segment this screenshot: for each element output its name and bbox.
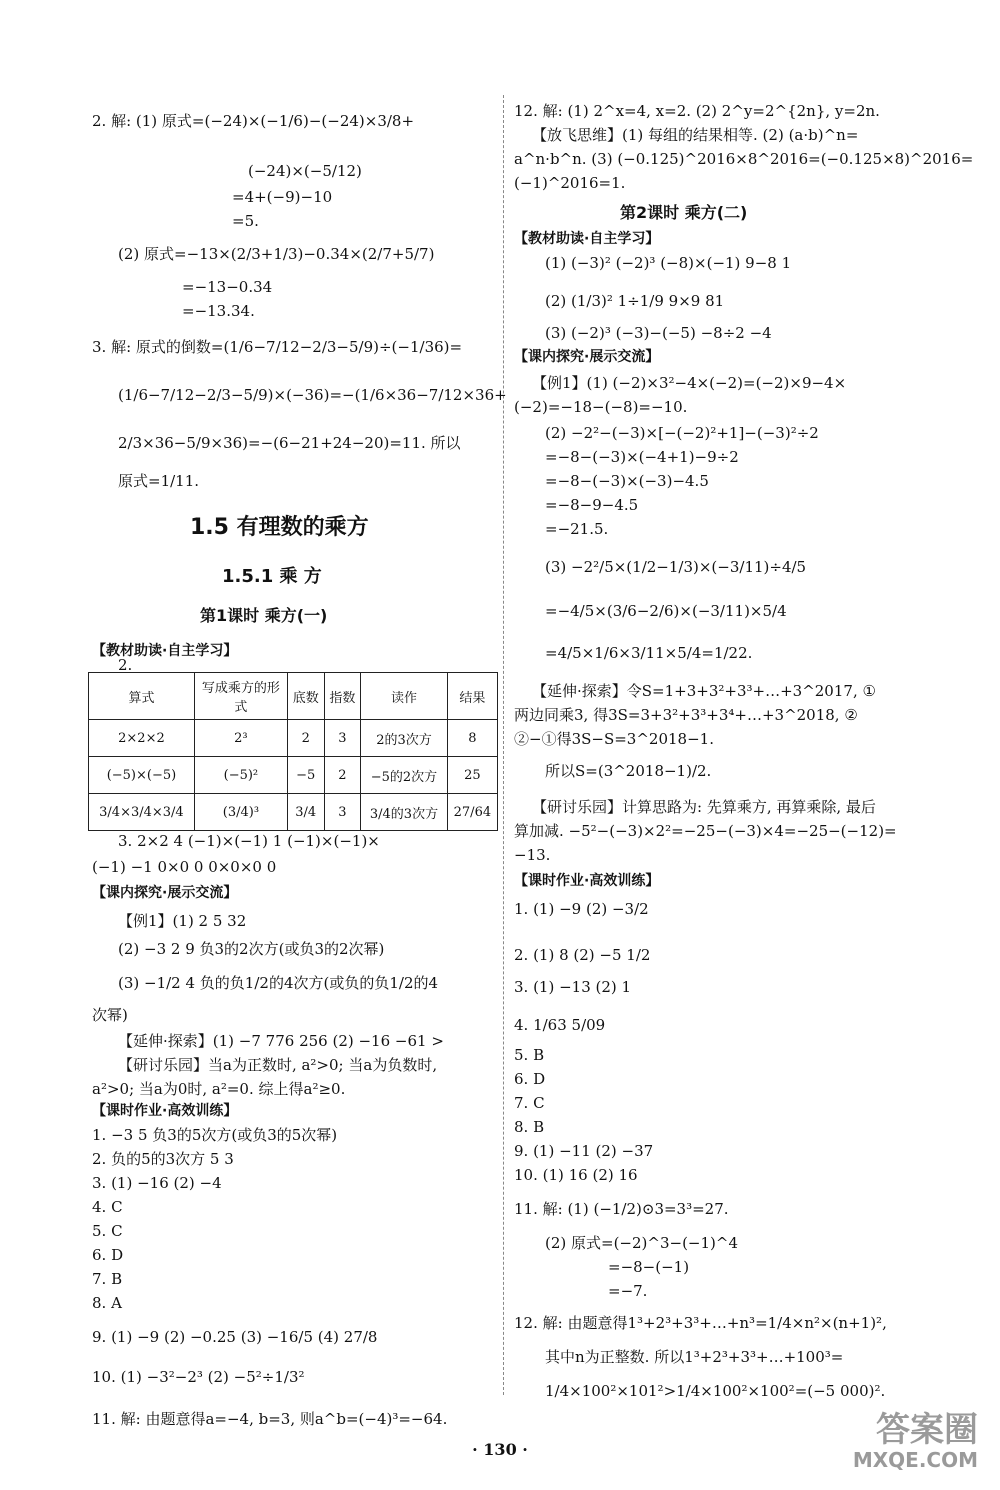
column-divider xyxy=(503,95,504,1395)
table-row xyxy=(89,757,498,794)
answer-line: 11. 解: 由题意得a=−4, b=3, 则a^b=(−4)³=−64. xyxy=(92,1410,448,1428)
answer-line: a^n·b^n. (3) (−0.125)^2016×8^2016=(−0.125×8)^2016= xyxy=(514,150,974,168)
answer-line: =−8−9−4.5 xyxy=(545,496,639,514)
table-header-cell: 算式 xyxy=(89,673,195,720)
answer-line: 5. B xyxy=(514,1046,545,1064)
answer-line: 9. (1) −9 (2) −0.25 (3) −16/5 (4) 27/8 xyxy=(92,1328,378,1346)
section-heading: 【教材助读·自主学习】 xyxy=(514,231,660,247)
table-row xyxy=(89,720,498,757)
answer-line: 1/4×100²×101²>1/4×100²×100²=(−5 000)². xyxy=(545,1382,886,1400)
section-heading: 【课时作业·高效训练】 xyxy=(514,873,660,889)
table-cell: −5的2次方 xyxy=(361,757,448,794)
answer-line: 1. −3 5 负3的5次方(或负3的5次幂) xyxy=(92,1126,338,1144)
answer-line: 5. C xyxy=(92,1222,123,1240)
table-cell: 8 xyxy=(447,720,497,757)
lesson-heading: 第2课时 乘方(二) xyxy=(620,203,748,222)
item-number: 2. xyxy=(118,656,133,674)
answer-line: =−13−0.34 xyxy=(182,278,273,296)
answer-line: 两边同乘3, 得3S=3+3²+3³+3⁴+…+3^2018, ② xyxy=(514,706,858,724)
answer-line: 【研讨乐园】计算思路为: 先算乘方, 再算乘除, 最后 xyxy=(532,798,876,816)
chapter-heading: 第1课时 乘方(一) xyxy=(200,606,328,625)
answer-line: 原式=1/11. xyxy=(118,472,200,490)
answer-line: 3. (1) −13 (2) 1 xyxy=(514,978,632,996)
table-cell: 3/4的3次方 xyxy=(361,794,448,831)
answer-line: (−2)=−18−(−8)=−10. xyxy=(514,398,688,416)
section-heading: 【课内探究·展示交流】 xyxy=(514,349,660,365)
answer-line: 7. C xyxy=(514,1094,545,1112)
answer-line: (1) (−3)² (−2)³ (−8)×(−1) 9−8 1 xyxy=(545,254,792,272)
table-cell: 27/64 xyxy=(447,794,497,831)
answer-line: 12. 解: 由题意得1³+2³+3³+…+n³=1/4×n²×(n+1)², xyxy=(514,1314,887,1332)
table-header-cell: 指数 xyxy=(324,673,361,720)
table-cell: −5 xyxy=(287,757,324,794)
answer-line: =−13.34. xyxy=(182,302,255,320)
watermark-title: 答案圈 xyxy=(876,1410,978,1450)
power-table xyxy=(88,672,498,831)
answer-line: 其中n为正整数. 所以1³+2³+3³+…+100³= xyxy=(545,1348,844,1366)
table-header-row xyxy=(89,673,498,720)
answer-line: (3) −1/2 4 负的负1/2的4次方(或负的负1/2的4 xyxy=(118,974,439,992)
table-row xyxy=(89,794,498,831)
answer-line: =−8−(−3)×(−3)−4.5 xyxy=(545,472,709,490)
answer-line: (−1)^2016=1. xyxy=(514,174,626,192)
answer-line: 【例1】(1) (−2)×3²−4×(−2)=(−2)×9−4× xyxy=(532,374,847,392)
answer-line: 3. 2×2 4 (−1)×(−1) 1 (−1)×(−1)× xyxy=(118,832,380,850)
answer-line: 10. (1) 16 (2) 16 xyxy=(514,1166,638,1184)
answer-line: (3) −2²/5×(1/2−1/3)×(−3/11)÷4/5 xyxy=(545,558,807,576)
answer-line: (2) 原式=−13×(2/3+1/3)−0.34×(2/7+5/7) xyxy=(118,245,435,263)
table-header-cell: 写成乘方的形式 xyxy=(194,673,287,720)
table-cell: 2 xyxy=(324,757,361,794)
answer-line: =−21.5. xyxy=(545,520,609,538)
answer-line: =5. xyxy=(232,212,259,230)
answer-line: (2) (1/3)² 1÷1/9 9×9 81 xyxy=(545,292,725,310)
answer-line: =−8−(−3)×(−4+1)−9÷2 xyxy=(545,448,739,466)
table-cell: 2 xyxy=(287,720,324,757)
answer-line: (−1) −1 0×0 0 0×0×0 0 xyxy=(92,858,277,876)
answer-line: (2) 原式=(−2)^3−(−1)^4 xyxy=(545,1234,739,1252)
answer-line: 4. C xyxy=(92,1198,123,1216)
answer-line: 【研讨乐园】当a为正数时, a²>0; 当a为负数时, xyxy=(118,1056,438,1074)
answer-line: 7. B xyxy=(92,1270,123,1288)
section-heading: 【课内探究·展示交流】 xyxy=(92,885,238,901)
answer-line: 【延伸·探索】令S=1+3+3²+3³+…+3^2017, ① xyxy=(532,682,876,700)
answer-line: 2. 解: (1) 原式=(−24)×(−1/6)−(−24)×3/8+ xyxy=(92,112,415,130)
answer-line: 6. D xyxy=(514,1070,546,1088)
answer-line: 【例1】(1) 2 5 32 xyxy=(118,912,247,930)
table-header-cell: 底数 xyxy=(287,673,324,720)
answer-line: (2) −2²−(−3)×[−(−2)²+1]−(−3)²÷2 xyxy=(545,424,819,442)
table-cell: 25 xyxy=(447,757,497,794)
table-cell: 3 xyxy=(324,794,361,831)
answer-line: 【延伸·探索】(1) −7 776 256 (2) −16 −61 > xyxy=(118,1032,444,1050)
answer-line: (1/6−7/12−2/3−5/9)×(−36)=−(1/6×36−7/12×36+ xyxy=(118,386,507,404)
answer-line: =−4/5×(3/6−2/6)×(−3/11)×5/4 xyxy=(545,602,787,620)
answer-line: 11. 解: (1) (−1/2)⊙3=3³=27. xyxy=(514,1200,729,1218)
table-cell: 3/4×3/4×3/4 xyxy=(89,794,195,831)
table-cell: (3/4)³ xyxy=(194,794,287,831)
watermark-url: MXQE.COM xyxy=(852,1448,978,1472)
answer-line: 2/3×36−5/9×36)=−(6−21+24−20)=11. 所以 xyxy=(118,434,461,452)
answer-line: 2. 负的5的3次方 5 3 xyxy=(92,1150,234,1168)
table-cell: 2³ xyxy=(194,720,287,757)
answer-line: =4/5×1/6×3/11×5/4=1/22. xyxy=(545,644,753,662)
answer-line: 4. 1/63 5/09 xyxy=(514,1016,606,1034)
table-cell: (−5)² xyxy=(194,757,287,794)
answer-line: 3. 解: 原式的倒数=(1/6−7/12−2/3−5/9)÷(−1/36)= xyxy=(92,338,463,356)
answer-line: (3) (−2)³ (−3)−(−5) −8÷2 −4 xyxy=(545,324,772,342)
answer-line: 9. (1) −11 (2) −37 xyxy=(514,1142,654,1160)
answer-line: (−24)×(−5/12) xyxy=(248,162,362,180)
answer-line: 2. (1) 8 (2) −5 1/2 xyxy=(514,946,651,964)
watermark-logo xyxy=(853,1412,978,1472)
answer-line: ②−①得3S−S=3^2018−1. xyxy=(514,730,714,748)
answer-line: 算加减. −5²−(−3)×2²=−25−(−3)×4=−25−(−12)= xyxy=(514,822,897,840)
answer-line: (2) −3 2 9 负3的2次方(或负3的2次幂) xyxy=(118,940,385,958)
table-header-cell: 读作 xyxy=(361,673,448,720)
answer-line: =−7. xyxy=(608,1282,648,1300)
answer-line: 次幂) xyxy=(92,1006,128,1024)
table-cell: 3 xyxy=(324,720,361,757)
answer-line: 8. B xyxy=(514,1118,545,1136)
answer-line: −13. xyxy=(514,846,551,864)
answer-line: 12. 解: (1) 2^x=4, x=2. (2) 2^y=2^{2n}, y=2n. xyxy=(514,102,880,120)
answer-line: 【放飞思维】(1) 每组的结果相等. (2) (a·b)^n= xyxy=(532,126,859,144)
table-cell: (−5)×(−5) xyxy=(89,757,195,794)
page-number: · 130 · xyxy=(472,1440,528,1459)
answer-line: 6. D xyxy=(92,1246,124,1264)
answer-line: 10. (1) −3²−2³ (2) −5²÷1/3² xyxy=(92,1368,305,1386)
answer-line: a²>0; 当a为0时, a²=0. 综上得a²≥0. xyxy=(92,1080,346,1098)
table-cell: 2×2×2 xyxy=(89,720,195,757)
table-cell: 3/4 xyxy=(287,794,324,831)
answer-line: =4+(−9)−10 xyxy=(232,188,333,206)
answer-line: 1. (1) −9 (2) −3/2 xyxy=(514,900,649,918)
answer-line: =−8−(−1) xyxy=(608,1258,690,1276)
table-header-cell: 结果 xyxy=(447,673,497,720)
chapter-heading: 1.5.1 乘 方 xyxy=(222,566,322,587)
answer-line: 8. A xyxy=(92,1294,122,1312)
answer-line: 3. (1) −16 (2) −4 xyxy=(92,1174,222,1192)
table-cell: 2的3次方 xyxy=(361,720,448,757)
chapter-heading: 1.5 有理数的乘方 xyxy=(190,515,369,540)
section-heading: 【课时作业·高效训练】 xyxy=(92,1103,238,1119)
answer-line: 所以S=(3^2018−1)/2. xyxy=(545,762,712,780)
section-heading: 【教材助读·自主学习】 xyxy=(92,643,238,659)
